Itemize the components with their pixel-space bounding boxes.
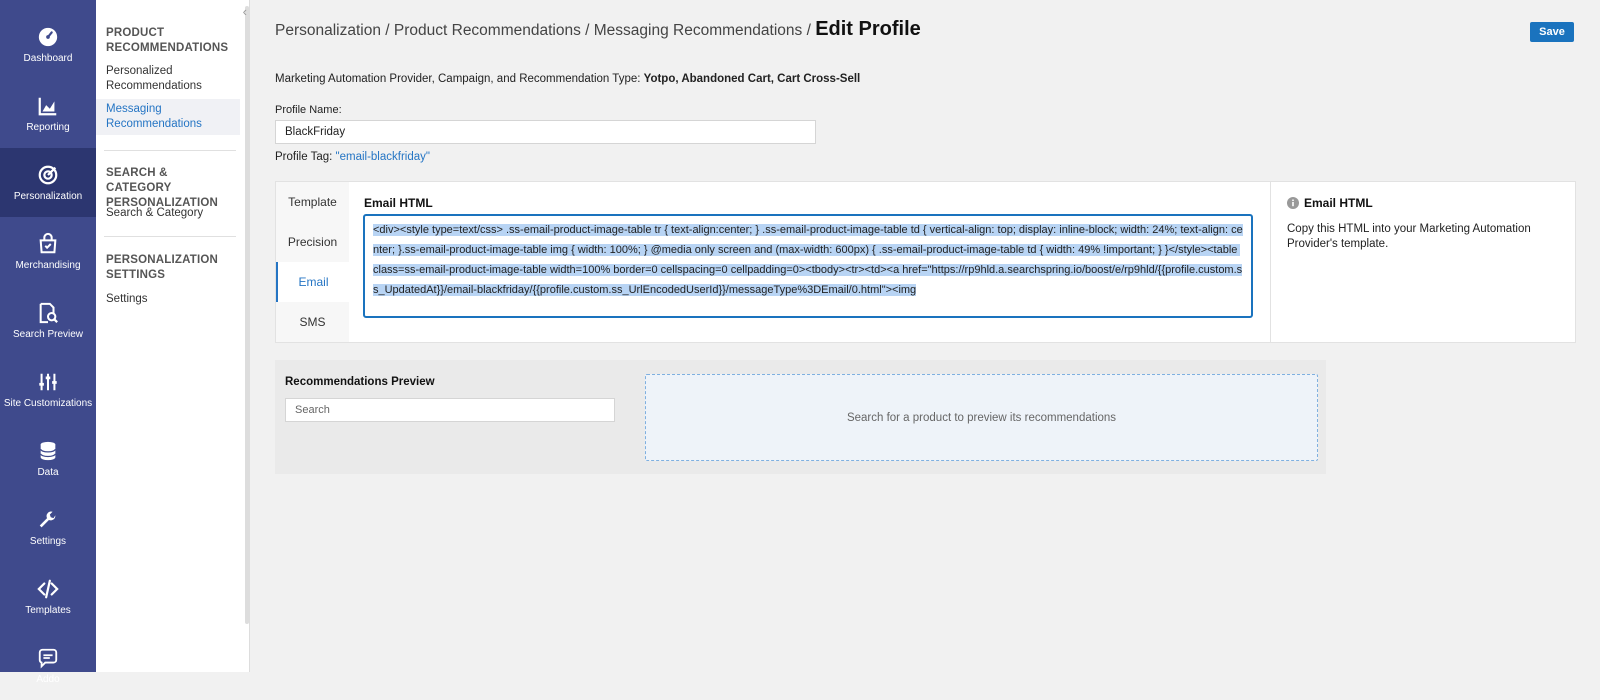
profile-name-input[interactable] [275,120,816,144]
rail-item-settings[interactable] [0,493,96,562]
rail-label: Templates [25,604,71,616]
rail-label: Data [37,466,59,478]
profile-name-label: Profile Name: [275,104,342,116]
wrench-icon [37,509,59,531]
preview-search-input[interactable] [285,398,615,422]
email-html-content[interactable]: <div><style type=text/css> .ss-email-product-image-table tr { text-align:center; } .ss-email-product-image-table td { vertical-align: top; display: inline-block; width: 24%; text-align: center; }.ss-email-product-image-table img { width: 100%; } @media only screen and (max-width: 600px) { .ss-email-product-image-table td { width: 49% !important; } }</style><table class=ss-email-product-image-table width=100% border=0 cellspacing=0 cellpadding=0><tbody><tr><td><a href="https://rp9hld.a.searchspring.io/boost/e/rp9hld/{{profile.custom.ss_UpdatedAt}}/email-blackfriday/{{profile.custom.ss_UrlEncodedUserId}}/messageType%3DEmail/0.html"><img [373,224,1243,296]
breadcrumb-path[interactable]: Personalization / Product Recommendations / Messaging Recommendations / [275,22,816,39]
rail-item-search-preview[interactable] [0,286,96,355]
subnav-link-messaging-recommendations[interactable]: Messaging Recommendations [96,99,240,135]
tab-precision[interactable]: Precision [287,235,338,249]
profile-tag-label: Profile Tag: [275,151,336,163]
database-icon [37,440,59,462]
search-page-icon [37,302,59,324]
target-icon [37,164,59,186]
subnav-link-settings[interactable]: Settings [106,293,148,305]
rail-item-dashboard[interactable] [0,10,96,79]
rail-label: Site Customizations [3,397,93,409]
subnav-link-personalized-recommendations[interactable]: Personalized Recommendations [106,65,202,92]
subnav-link-search-category[interactable]: Search & Category [106,207,204,219]
rail-label: Reporting [26,121,70,133]
gauge-icon [37,26,59,48]
email-html-textarea[interactable] [363,214,1253,318]
rail-item-data[interactable] [0,424,96,493]
campaign-meta-value: Yotpo, Abandoned Cart, Cart Cross-Sell [643,73,861,85]
bag-icon [37,233,59,255]
main-content [250,0,1600,672]
breadcrumb [275,18,921,41]
channel-tabs [276,182,349,342]
chart-icon [37,95,59,117]
collapse-chevron-icon[interactable]: ‹ [242,4,247,19]
section-subnav [96,0,250,672]
info-icon [1287,197,1299,209]
subnav-divider [104,236,236,237]
page-title: Edit Profile [815,18,921,40]
rail-label: Addo [36,673,60,685]
info-text: Copy this HTML into your Marketing Automation Provider's template. [1287,223,1531,250]
preview-title: Recommendations Preview [285,376,435,388]
campaign-meta [275,73,860,85]
save-button[interactable]: Save [1530,22,1574,42]
recommendations-preview [275,360,1326,474]
sliders-icon [37,371,59,393]
tab-template[interactable]: Template [288,195,337,209]
rail-item-templates[interactable] [0,562,96,631]
rail-label: Dashboard [23,52,73,64]
tab-sms[interactable]: SMS [299,315,326,329]
subnav-heading-search-category-personalization: SEARCH & CATEGORY PERSONALIZATION [106,167,219,209]
campaign-meta-label: Marketing Automation Provider, Campaign, and Recommendation Type: [275,73,644,85]
info-pane [1270,182,1576,342]
code-icon [37,578,59,600]
rail-label: Settings [29,535,67,547]
tab-email[interactable]: Email [276,262,349,302]
profile-tag-value: "email-blackfriday" [335,151,430,163]
rail-item-personalization[interactable] [0,148,96,217]
main-nav-rail [0,0,96,685]
rail-item-merchandising[interactable] [0,217,96,286]
rail-label: Personalization [13,190,83,202]
preview-empty-state: Search for a product to preview its recommendations [645,374,1318,461]
rail-item-reporting[interactable] [0,79,96,148]
subnav-divider [104,150,236,151]
info-title-text: Email HTML [1304,196,1373,210]
email-html-title: Email HTML [364,196,433,210]
subnav-heading-product-recommendations: PRODUCT RECOMMENDATIONS [106,27,229,54]
rail-label: Merchandising [15,259,81,271]
rail-label: Search Preview [12,328,84,340]
channel-panel [275,181,1576,343]
info-title [1287,196,1373,210]
rail-item-addo[interactable] [0,631,96,700]
subnav-heading-personalization-settings: PERSONALIZATION SETTINGS [106,254,219,281]
rail-item-site-customizations[interactable] [0,355,96,424]
profile-tag [275,151,430,163]
subnav-scrollbar[interactable] [242,4,249,624]
chat-icon [37,647,59,669]
